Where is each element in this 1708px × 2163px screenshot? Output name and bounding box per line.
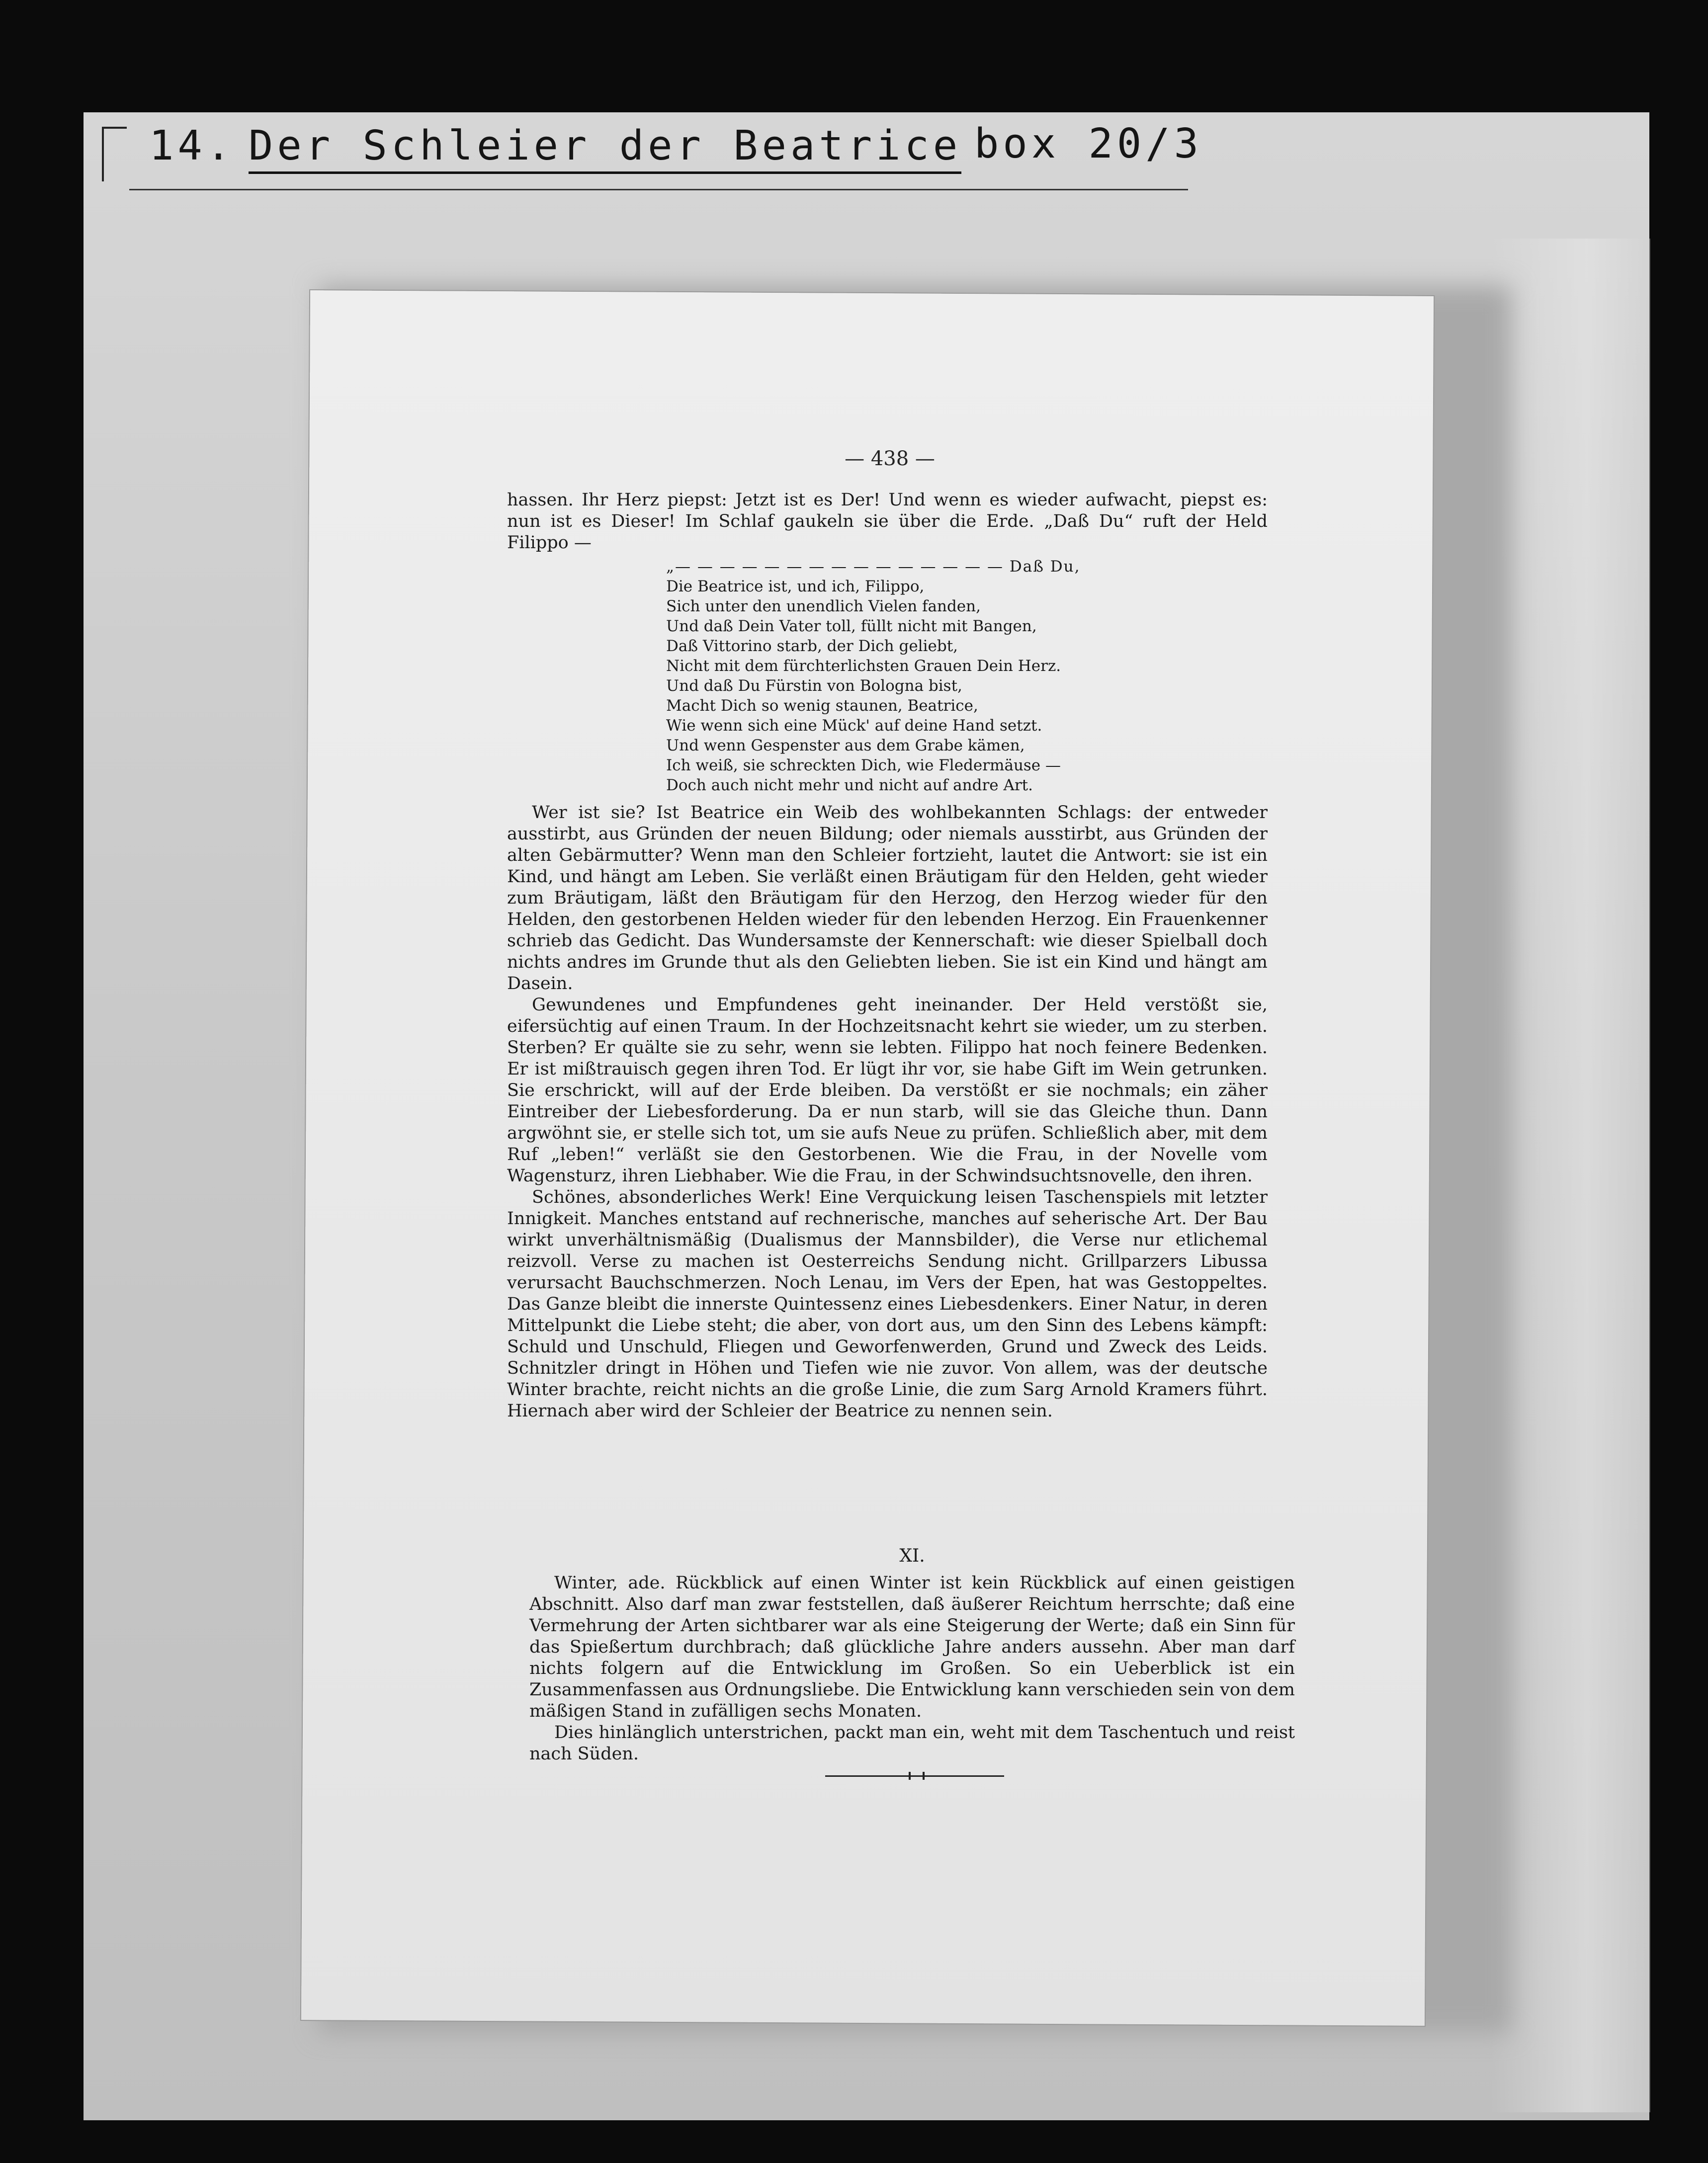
verse-line: Daß Vittorino starb, der Dich geliebt,: [666, 637, 958, 655]
paragraph: Wer ist sie? Ist Beatrice ein Weib des wohlbekannten Schlags: der entweder ausstirbt, aus Gründen der neuen Bildung; oder niemals ausstirbt, aus Gründen der alten Gebärmutter? Wenn man den Schleier fortzieht, lautet die Antwort: sie ist ein Kind, und hängt am Leben. Sie verläßt einen Bräutigam für den Helden, geht wieder zum Bräutigam, läßt den Bräutigam für den Herzog, den Herzog wieder für den Helden, den gestorbenen Helden wieder für den lebenden Herzog. Ein Frauenkenner schrieb das Gedicht. Das Wundersamste der Kennerschaft: wie dieser Spielball doch nichts andres im Grunde thut als den Geliebten lieben. Sie ist ein Kind und hängt am Dasein.: [507, 803, 1268, 994]
verse-quote: [666, 557, 1268, 795]
verse-line: Doch auch nicht mehr und nicht auf andre Art.: [666, 776, 1033, 794]
paragraph: Schönes, absonderliches Werk! Eine Verquickung leisen Taschenspiels mit letzter Innigkeit. Manches entstand auf rechnerische, manches auf seherische Art. Der Bau wirkt unverhältnismäßig (Dualismus der Mannsbilder), die Verse nur etlichemal reizvoll. Verse zu machen ist Oesterreichs Sendung nicht. Grillparzers Libussa verursacht Bauchschmerzen. Noch Lenau, im Vers der Epen, hat was Gestoppeltes. Das Ganze bleibt die innerste Quintessenz eines Liebesdenkers. Einer Natur, in deren Mittelpunkt die Liebe steht; die aber, von dort aus, um den Sinn des Lebens kämpft: Schuld und Unschuld, Fliegen und Geworfenwerden, Grund und Zweck des Leids. Schnitzler dringt in Höhen und Tiefen wie nie zuvor. Von allem, was der deutsche Winter brachte, reicht nichts an die große Linie, die zum Sarg Arnold Kramers führt. Hiernach aber wird der Schleier der Beatrice zu nennen sein.: [507, 1187, 1268, 1421]
verse-line: Und daß Dein Vater toll, füllt nicht mit Bangen,: [666, 617, 1037, 635]
article-section-xi: [529, 1538, 1295, 1765]
verse-line: Nicht mit dem fürchterlichsten Grauen Dein Herz.: [666, 657, 1061, 675]
paragraph: Dies hinlänglich unterstrichen, packt man ein, weht mit dem Taschentuch und reist nach Süden.: [529, 1723, 1295, 1764]
work-title: Der Schleier der Beatrice: [249, 122, 961, 174]
verse-line: Macht Dich so wenig staunen, Beatrice,: [666, 697, 978, 715]
header-divider: [129, 189, 1188, 190]
paragraph: Gewundenes und Empfundenes geht ineinander. Der Held verstößt sie, eifersüchtig auf einen Traum. In der Hochzeitsnacht kehrt sie wieder, um zu sterben. Sterben? Er quälte sie zu sehr, wenn sie lebten. Filippo hat noch feinere Bedenken. Er ist mißtrauisch gegen ihren Tod. Er lügt ihr vor, sie habe Gift im Wein getrunken. Sie erschrickt, will auf der Erde bleiben. Da verstößt er sie nochmals; ein zäher Eintreiber der Liebesforderung. Da er nun starb, will sie das Gleiche thun. Dann argwöhnt sie, er stelle sich tot, um sie aufs Neue zu prüfen. Schließlich aber, mit dem Ruf „leben!“ verläßt sie den Gestorbenen. Wie die Frau, in der Novelle vom Wagensturz, ihren Liebhaber. Wie die Frau, in der Schwindsuchtsnovelle, den ihren.: [507, 995, 1268, 1186]
article-body: [507, 490, 1268, 1422]
corner-bracket: [102, 127, 127, 181]
verse-line: Und daß Du Fürstin von Bologna bist,: [666, 677, 962, 695]
page-number: — 438 —: [845, 447, 935, 470]
box-label: box 20/3: [974, 120, 1202, 167]
verse-line: Ich weiß, sie schreckten Dich, wie Fledermäuse —: [666, 756, 1061, 774]
paragraph: Winter, ade. Rückblick auf einen Winter ist kein Rückblick auf einen geistigen Abschnitt. Also darf man zwar feststellen, daß äußerer Reichtum herrschte; daß eine Vermehrung der Arten sichtbarer war als eine Steigerung der Werte; daß ein Sinn für das Spießertum durchbrach; daß glückliche Jahre anders aussehn. Aber man darf nichts folgern auf die Entwicklung im Großen. So ein Ueberblick ist ein Zusammenfassen aus Ordnungsliebe. Die Entwicklung kann verschieden sein von dem mäßigen Stand in zufälligen sechs Monaten.: [529, 1573, 1295, 1721]
verse-line: „— — — — — — — — — — — — — — — Daß Du,: [666, 558, 1081, 576]
card-shading: [1491, 239, 1650, 2112]
verse-line: Sich unter den unendlich Vielen fanden,: [666, 597, 981, 615]
verse-line: Die Beatrice ist, und ich, Filippo,: [666, 578, 925, 595]
verse-line: Wie wenn sich eine Mück' auf deine Hand setzt.: [666, 717, 1042, 735]
section-heading: XI.: [899, 1546, 925, 1566]
paragraph: hassen. Ihr Herz piepst: Jetzt ist es Der! Und wenn es wieder aufwacht, piepst es: nun ist es Dieser! Im Schlaf gaukeln sie über die Erde. „Daß Du“ ruft der Held Filippo —: [507, 490, 1268, 553]
folder-number: 14.: [149, 122, 235, 169]
verse-line: Und wenn Gespenster aus dem Grabe kämen,: [666, 737, 1025, 754]
end-ornament: [825, 1772, 1004, 1780]
ornament-knot: [909, 1772, 925, 1780]
